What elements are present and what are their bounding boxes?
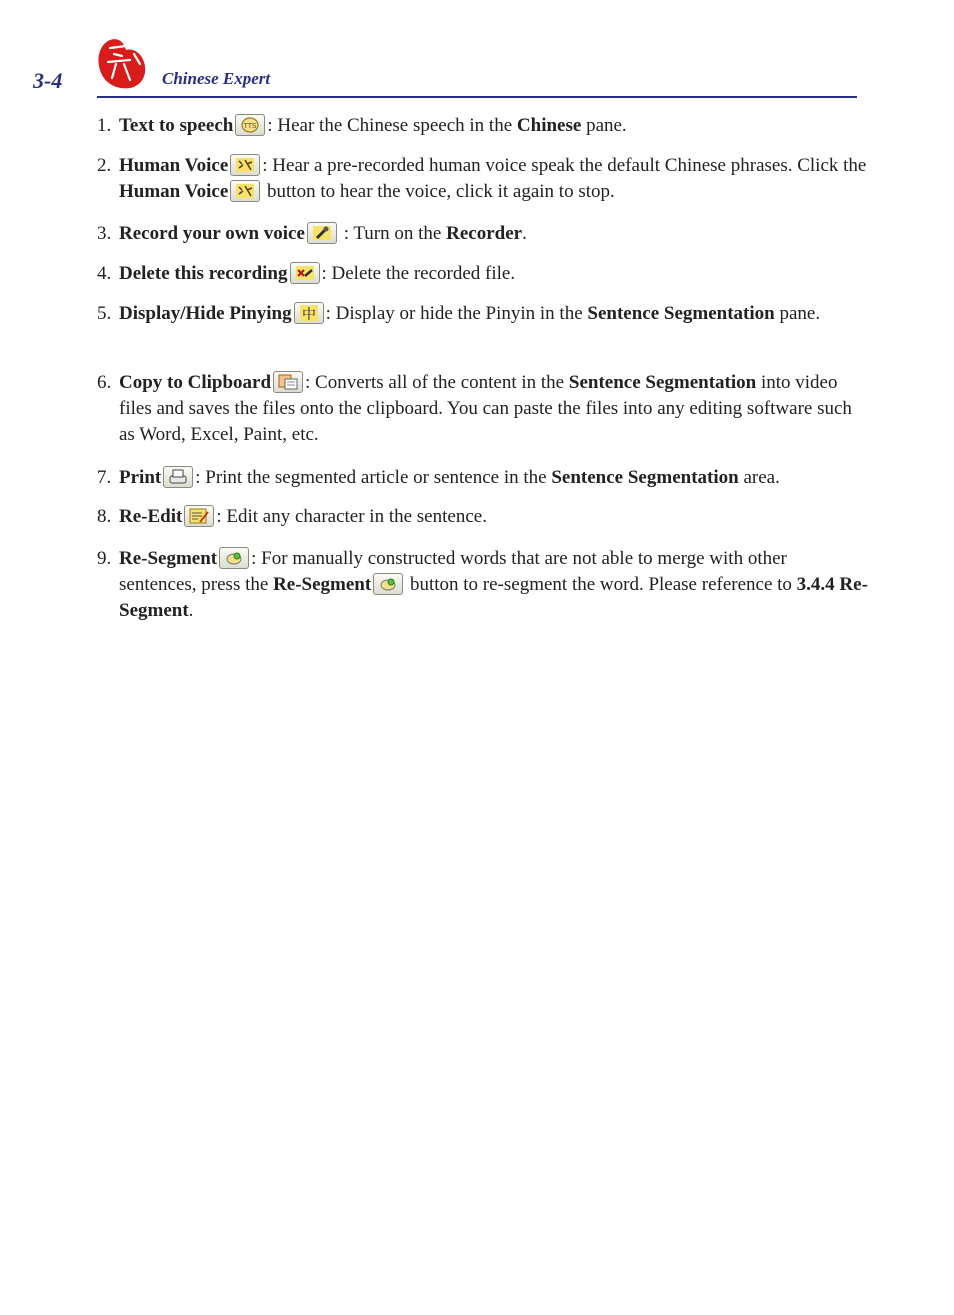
description-text: area. (738, 467, 780, 488)
description-text: pane. (774, 303, 821, 324)
list-item-number: 6. (97, 372, 112, 393)
list-item-number: 1. (97, 115, 112, 136)
list-item (97, 370, 869, 448)
description-text: : For manually constructed words that are not able to merge with other sentences, press the (119, 548, 787, 595)
svg-text:TTS: TTS (243, 122, 257, 130)
svg-text:中: 中 (301, 307, 316, 322)
list-item (97, 261, 869, 287)
list-item (97, 113, 869, 139)
header-divider (97, 96, 857, 98)
list-item (97, 221, 869, 247)
description-text: : Turn on the (338, 223, 447, 244)
list-item-number: 5. (97, 303, 112, 324)
logo-icon (96, 34, 148, 92)
description-text: : Delete the recorded file. (321, 263, 516, 284)
description-text: : Converts all of the content in the (305, 372, 569, 393)
re-segment-icon[interactable] (219, 547, 249, 569)
list-item (97, 546, 869, 624)
bold-term: Sentence Segmentation (568, 372, 757, 393)
bold-term: Human Voice (119, 181, 229, 202)
list-item (97, 465, 869, 491)
description-text: : Display or hide the Pinyin in the (325, 303, 588, 324)
bold-term: Delete this recording (119, 263, 288, 284)
description-text: pane. (581, 115, 627, 136)
bold-term: Display/Hide Pinying (119, 303, 292, 324)
description-text: . (188, 600, 194, 621)
bold-term: Chinese (516, 115, 582, 136)
human-voice-icon[interactable] (230, 180, 260, 202)
list-item-number: 7. (97, 467, 112, 488)
description-text: : Hear the Chinese speech in the (267, 115, 517, 136)
description-text: button to re-segment the word. Please reference to (405, 574, 797, 595)
bold-term: Print (119, 467, 162, 488)
description-text: into video files and saves the files onto the clipboard. You can paste the files into any editing software such as Word, Excel, Paint, etc. (119, 372, 852, 445)
list-item-number: 2. (97, 155, 112, 176)
tts-icon[interactable] (235, 114, 265, 136)
bold-term: Re-Segment (273, 574, 372, 595)
bold-term: Recorder (446, 223, 523, 244)
document-title: Chinese Expert (162, 69, 271, 88)
bold-term: Text to speech (119, 115, 234, 136)
bold-term: Re-Segment (119, 548, 218, 569)
bold-term: Copy to Clipboard (119, 372, 272, 393)
list-item (97, 301, 869, 327)
print-icon[interactable] (163, 466, 193, 488)
re-segment-icon[interactable] (373, 573, 403, 595)
re-edit-icon[interactable] (184, 505, 214, 527)
human-voice-icon[interactable] (230, 154, 260, 176)
page-header (0, 0, 954, 100)
list-item-number: 3. (97, 223, 112, 244)
description-text: : Hear a pre-recorded human voice speak the default Chinese phrases. Click the (262, 155, 867, 176)
bold-term: Record your own voice (119, 223, 305, 244)
bold-term: Re-Edit (119, 506, 183, 527)
microphone-icon[interactable] (307, 222, 337, 244)
list-item (97, 504, 869, 530)
bold-term: Sentence Segmentation (551, 467, 739, 488)
list-item-number: 8. (97, 506, 112, 527)
list-item-number: 9. (97, 548, 112, 569)
list-item (97, 153, 869, 205)
description-text: . (522, 223, 527, 244)
description-text: button to hear the voice, click it again to stop. (262, 181, 615, 202)
clipboard-icon[interactable] (273, 371, 303, 393)
bold-term: Sentence Segmentation (587, 303, 775, 324)
description-text: : Edit any character in the sentence. (216, 506, 487, 527)
delete-recording-icon[interactable] (290, 262, 320, 284)
list-item-number: 4. (97, 263, 112, 284)
bold-term: 3.4.4 Re-Segment (119, 574, 868, 621)
page-number: 3-4 (33, 68, 63, 93)
bold-term: Human Voice (119, 155, 229, 176)
pinyin-icon[interactable] (294, 302, 324, 324)
description-text: : Print the segmented article or sentence in the (195, 467, 552, 488)
